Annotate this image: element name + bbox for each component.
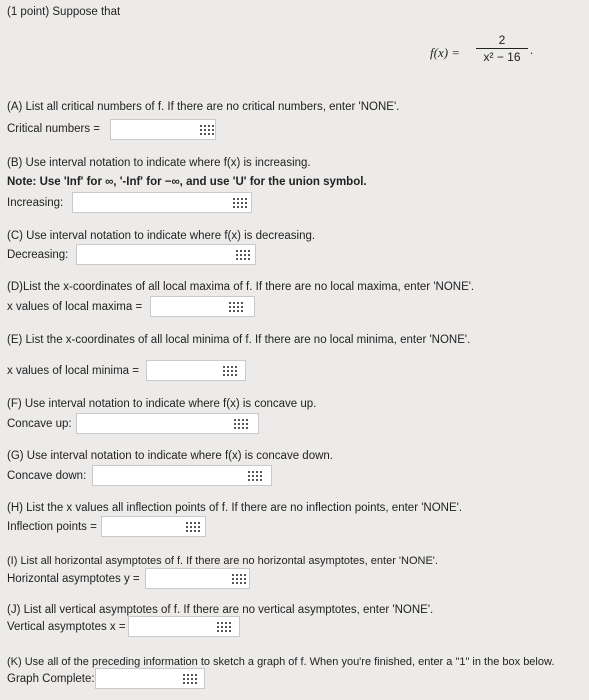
formula-end: . (530, 45, 534, 57)
matrix-grid-icon[interactable] (236, 249, 250, 260)
question-k-prompt: (K) Use all of the preceding information to sketch a graph of f. When you're finished, enter a "1" in the box below. (7, 656, 555, 668)
local-maxima-label: x values of local maxima = (7, 301, 143, 313)
question-f-prompt: (F) Use interval notation to indicate where f(x) is concave up. (7, 398, 317, 410)
concave-down-label: Concave down: (7, 470, 87, 482)
formula-lhs: f(x) = (430, 45, 461, 60)
matrix-grid-icon[interactable] (223, 365, 237, 376)
question-b-prompt: (B) Use interval notation to indicate where f(x) is increasing. (7, 157, 311, 169)
question-e-prompt: (E) List the x-coordinates of all local minima of f. If there are no local minima, enter 'NONE'. (7, 334, 471, 346)
question-i-prompt: (I) List all horizontal asymptotes of f. If there are no horizontal asymptotes, enter 'NONE'. (7, 555, 438, 567)
matrix-grid-icon[interactable] (233, 197, 247, 208)
question-d-prompt: (D)List the x-coordinates of all local maxima of f. If there are no local maxima, enter 'NONE'. (7, 281, 475, 293)
question-c-prompt: (C) Use interval notation to indicate where f(x) is decreasing. (7, 230, 316, 242)
question-h-prompt: (H) List the x values all inflection points of f. If there are no inflection points, enter 'NONE'. (7, 502, 463, 514)
concave-down-input[interactable] (92, 465, 272, 486)
increasing-input[interactable] (72, 192, 252, 213)
question-j-prompt: (J) List all vertical asymptotes of f. If there are no vertical asymptotes, enter 'NONE'. (7, 604, 434, 616)
question-b-note: Note: Use 'Inf' for ∞, '-Inf' for −∞, and use 'U' for the union symbol. (7, 176, 367, 188)
graph-complete-label: Graph Complete: (7, 673, 95, 685)
matrix-grid-icon[interactable] (248, 470, 262, 481)
concave-up-input[interactable] (76, 413, 259, 434)
formula-denominator: x² − 16 (483, 50, 521, 64)
matrix-grid-icon[interactable] (200, 124, 214, 135)
matrix-grid-icon[interactable] (229, 301, 243, 312)
intro-text: (1 point) Suppose that (7, 6, 121, 18)
formula-numerator: 2 (498, 33, 506, 47)
inflection-points-label: Inflection points = (7, 521, 97, 533)
decreasing-input[interactable] (76, 244, 256, 265)
matrix-grid-icon[interactable] (183, 673, 197, 684)
critical-numbers-label: Critical numbers = (7, 123, 100, 135)
matrix-grid-icon[interactable] (217, 621, 231, 632)
matrix-grid-icon[interactable] (234, 418, 248, 429)
question-g-prompt: (G) Use interval notation to indicate where f(x) is concave down. (7, 450, 333, 462)
concave-up-label: Concave up: (7, 418, 72, 430)
matrix-grid-icon[interactable] (232, 573, 246, 584)
decreasing-label: Decreasing: (7, 249, 69, 261)
vertical-asymptotes-label: Vertical asymptotes x = (7, 621, 126, 633)
matrix-grid-icon[interactable] (186, 521, 200, 532)
horizontal-asymptotes-label: Horizontal asymptotes y = (7, 573, 140, 585)
question-a-prompt: (A) List all critical numbers of f. If there are no critical numbers, enter 'NONE'. (7, 101, 400, 113)
local-minima-label: x values of local minima = (7, 365, 139, 377)
increasing-label: Increasing: (7, 197, 64, 209)
